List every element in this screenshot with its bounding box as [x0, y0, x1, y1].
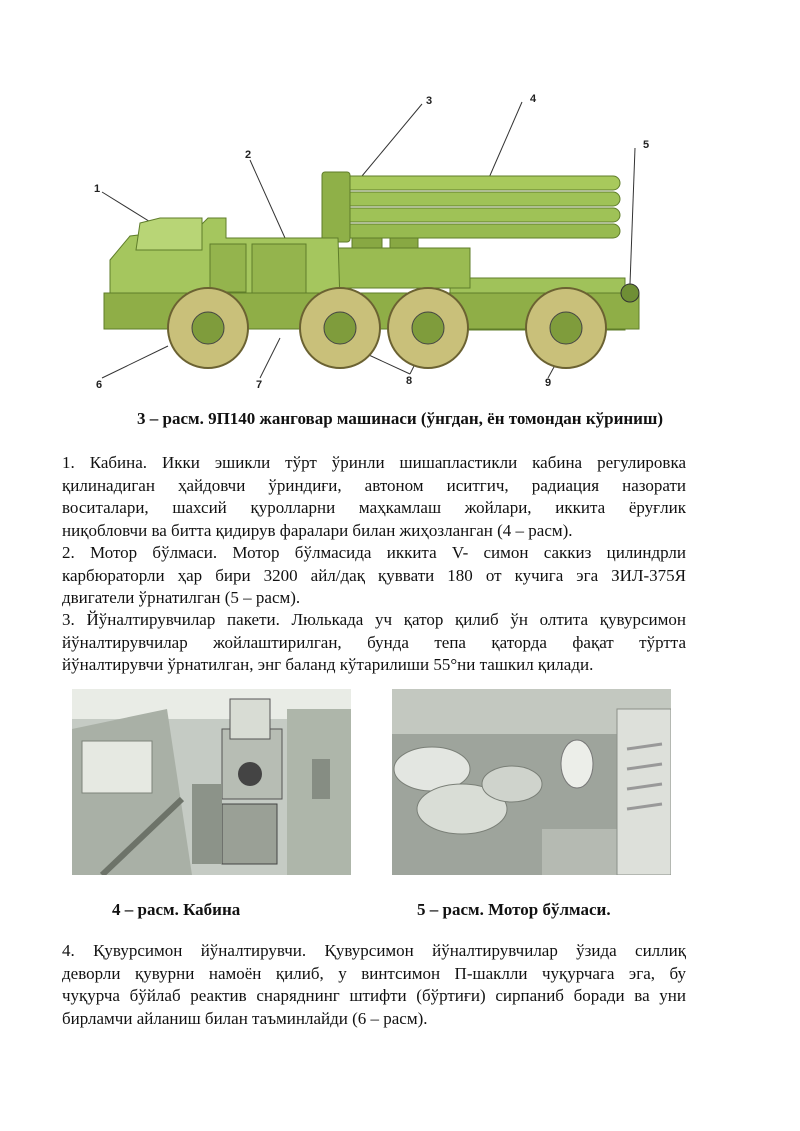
callout-3: 3 — [426, 95, 433, 107]
paragraph-motor — [62, 542, 686, 610]
cabin-photo — [72, 689, 351, 875]
paragraph-line: 2. Мотор бўлмаси. Мотор бўлмасида иккита V- симон саккиз цилиндрли — [62, 543, 686, 562]
paragraph-line: қилинадиган ҳайдовчи ўриндиғи, автоном иситгич, радиация назорати — [62, 475, 686, 495]
paragraph-line: двигатели ўрнатилган (5 – расм). — [62, 588, 301, 607]
paragraph-line: йўналтирувчилар жойлаштирилган, бунда тепа қаторда фақат тўртта — [62, 632, 686, 652]
paragraph-line: 1. Кабина. Икки эшикли тўрт ўринли шишапластикли кабина регулировка — [62, 453, 686, 472]
paragraph-line: воситалари, шахсий қуролларни маҳкамлаш жойлари, иккита ёруғлик — [62, 498, 686, 517]
paragraph-line: карбюраторли ҳар бири 3200 айл/дақ қуввати 180 от кучига эга ЗИЛ-375Я — [62, 565, 686, 585]
callout-7: 7 — [256, 379, 263, 388]
paragraph-line: 4. Қувурсимон йўналтирувчи. Қувурсимон йўналтирувчилар ўзида силлиқ — [62, 941, 686, 960]
paragraph-cabin — [62, 452, 686, 542]
wheel-4 — [526, 288, 606, 368]
wheel-2 — [300, 288, 380, 368]
callout-2: 2 — [245, 149, 252, 161]
paragraph-line: 3. Йўналтирувчилар пакети. Люлькада уч қатор қилиб ўн олтита қувурсимон — [62, 610, 686, 629]
figure-4-caption: 4 – расм. Кабина — [112, 900, 241, 919]
vehicle-diagram — [90, 88, 690, 388]
callout-5: 5 — [643, 139, 650, 151]
paragraph-tubular-guide — [62, 940, 686, 1030]
callout-1: 1 — [94, 183, 101, 195]
paragraph-line: йўналтирувчи ўрнатилган, энг баланд кўтарилиши 55°ни ташкил қилади. — [62, 655, 594, 674]
callout-9: 9 — [545, 377, 552, 388]
callout-6: 6 — [96, 379, 103, 388]
motor-compartment-photo — [392, 689, 671, 875]
figure-5-caption: 5 – расм. Мотор бўлмаси. — [417, 900, 611, 919]
figure-3-caption: 3 – расм. 9П140 жанговар машинаси (ўнгдан, ён томондан кўриниш) — [137, 409, 663, 428]
callout-8: 8 — [406, 375, 413, 387]
callout-4: 4 — [530, 93, 537, 105]
wheel-1 — [168, 288, 248, 368]
wheel-3 — [388, 288, 468, 368]
paragraph-line: деворли қувурни намоён қилиб, у винтсимон П-шаклли чуқурчага эга, бу — [62, 963, 686, 983]
paragraph-line: чуқурча бўйлаб реактив снаряднинг штифти (бўртиғи) сирпаниб боради ва уни — [62, 986, 686, 1005]
paragraph-line: ниқобловчи ва битта қидирув фаралари билан жиҳозланган (4 – расм). — [62, 520, 573, 540]
paragraph-launcher-package — [62, 609, 686, 677]
paragraph-line: бирламчи айланиш билан таъминлайди (6 – расм). — [62, 1008, 428, 1028]
